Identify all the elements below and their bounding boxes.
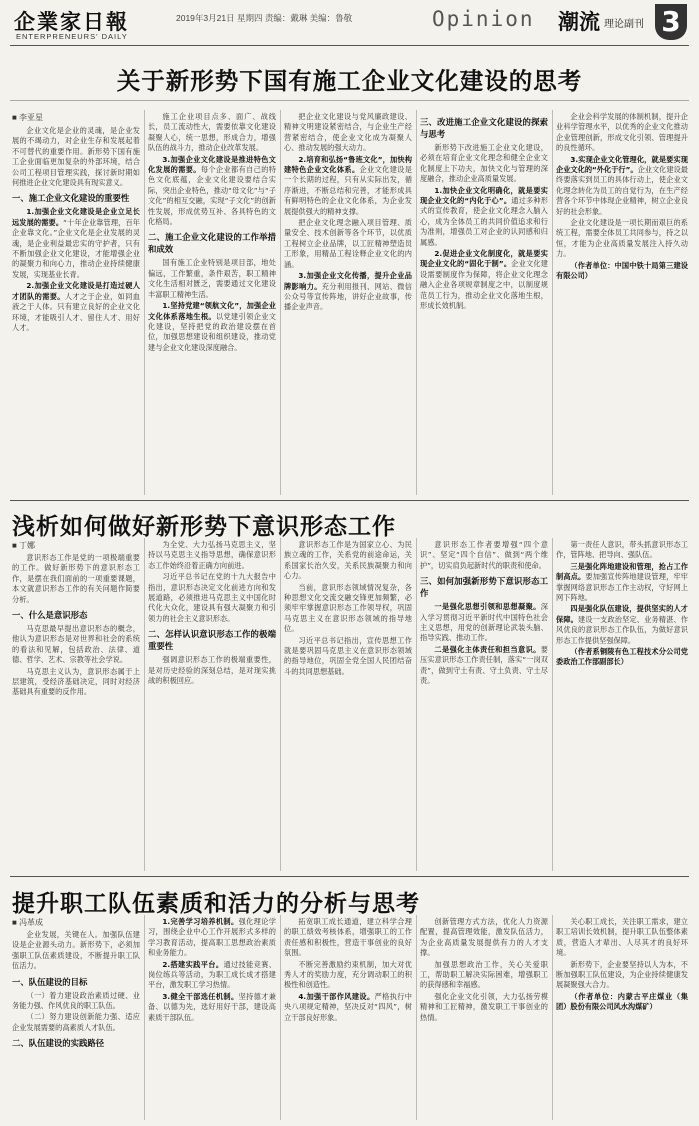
- paragraph: 意识形态工作是党的一项极端重要的工作。做好新形势下的意识形态工作，是摆在我们面前的一项重要课题，本文就意识形态工作的有关问题作简要分析。: [12, 553, 140, 604]
- article2-col4: [420, 540, 548, 871]
- column-divider: [280, 110, 281, 495]
- paragraph: （二）努力建设创新能力强、适应企业发展需要的高素质人才队伍。: [12, 1012, 140, 1032]
- paragraph: 企业文化建设需要制度作为保障，将企业文化理念融入企业各项规章制度之中，以制度规范员工行为，推动企业文化落地生根，形成长效机制。: [420, 259, 548, 311]
- paragraph: 施工企业项目点多、面广、战线长，员工流动性大，需要依靠文化建设凝聚人心，统一思想，形成合力，增强队伍的战斗力，推动企业改革发展。: [148, 112, 276, 153]
- article1-col4: [420, 112, 548, 496]
- article3-byline: ■ 冯革成: [12, 918, 44, 927]
- paragraph: 关心职工成长，关注职工需求，建立职工培训长效机制，提升职工队伍整体素质，营造人才辈出、人尽其才的良好环境。: [556, 917, 688, 958]
- bold-lead: 3.健全干部选任机制。: [162, 991, 239, 1001]
- page-number: 3: [655, 4, 687, 40]
- bold-lead: 3.加强企业文化建设是推进特色文化发展的需要。: [148, 154, 276, 175]
- bold-lead: 2.促进企业文化制度化，就是要实现企业文化的“固化于制”。: [420, 249, 548, 269]
- article3-col1: [12, 930, 140, 1120]
- paragraph: 强调意识形态工作的极端重要性，是对历史经验的深刻总结，是对现实挑战的积极回应。: [148, 655, 276, 686]
- paragraph: 新形势下，企业要坚持以人为本，不断加强职工队伍建设，为企业持续健康发展凝聚强大合力。: [556, 959, 688, 990]
- bold-lead: 2.培育和弘扬“鲁班文化”，加快构建特色企业文化体系。: [284, 154, 412, 175]
- subheading: 二、怎样认识意识形态工作的极端重要性: [148, 629, 276, 652]
- author-affiliation: （作者单位：中国中铁十局第三建设有限公司）: [556, 260, 688, 281]
- paragraph: 通过多种形式的宣传教育，使企业文化理念入脑入心，成为全体员工的共同价值追求和行为准则，增强员工对企业的认同感和归属感。: [420, 196, 548, 247]
- article3-col3: [284, 917, 412, 1120]
- paragraph: 意识形态工作是为国家立心、为民族立魂的工作，关系党的前途命运，关系国家长治久安，关系民族凝聚力和向心力。: [284, 540, 412, 581]
- paragraph: 把企业文化建设与党风廉政建设、精神文明建设紧密结合，与企业生产经营紧密结合，使企业文化成为凝聚人心、推动发展的强大动力。: [284, 112, 412, 153]
- paragraph: 通过技能竞赛、岗位练兵等活动，为职工成长成才搭建平台，激发职工学习热情。: [148, 959, 276, 990]
- paragraph: 深入学习贯彻习近平新时代中国特色社会主义思想，用党的创新理论武装头脑、指导实践、推动工作。: [420, 602, 548, 643]
- article3-col4: [420, 917, 548, 1120]
- article1-col2: [148, 112, 276, 496]
- subheading: 三、改进施工企业文化建设的探索与思考: [420, 117, 548, 139]
- article1-title: 关于新形势下国有施工企业文化建设的思考: [116, 67, 583, 95]
- paragraph: 意识形态工作者要增强“四个意识”、坚定“四个自信”、做到“两个维护”，切实肩负起新时代的职责和使命。: [420, 540, 548, 570]
- section-title: 潮流: [558, 10, 600, 34]
- column-divider: [144, 110, 145, 495]
- masthead: [0, 0, 699, 48]
- column-divider: [416, 110, 417, 495]
- subheading: 一、队伍建设的目标: [12, 976, 88, 987]
- bold-lead: 一是强化思想引领和思想凝聚。: [434, 602, 541, 612]
- paragraph: （一）着力建设政治素质过硬、业务能力强、作风优良的职工队伍。: [12, 990, 140, 1011]
- paragraph: 要加强宣传阵地建设管理，牢牢掌握网络意识形态工作主动权，守好网上网下阵地。: [556, 572, 688, 603]
- bold-lead: 二是强化主体责任和担当意识。: [434, 644, 541, 654]
- paragraph: 国有施工企业特别是项目部，地处偏远，工作繁重，条件艰苦，职工精神文化生活相对匮乏，需要通过文化建设丰富职工精神生活。: [148, 258, 276, 299]
- paragraph: 第一责任人意识，带头抓意识形态工作，管阵地、把导向、强队伍。: [556, 540, 688, 560]
- bold-lead: 3.实现企业文化管理化，就是要实现企业文化的“外化于行”。: [556, 154, 688, 175]
- bold-lead: 2.搭建实践平台。: [162, 959, 224, 969]
- paragraph: 企业会科学发展的体制机制，提升企业科学管理水平，以优秀的企业文化推动企业管理创新，形成文化引领、管理提升的良性循环。: [556, 112, 688, 153]
- subheading: 三、如何加强新形势下意识形态工作: [420, 576, 548, 599]
- paragraph: 不断完善激励约束机制，加大对优秀人才的奖励力度，充分调动职工的积极性和创造性。: [284, 959, 412, 990]
- paragraph: 习近平总书记在党的十九大报告中指出，意识形态决定文化前进方向和发展道路，必须推进马克思主义中国化时代化大众化，建设具有强大凝聚力和引领力的社会主义意识形态。: [148, 572, 276, 623]
- subheading: 一、施工企业文化建设的重要性: [12, 193, 130, 204]
- paragraph: 每个企业都有自己的特色文化底蕴，企业文化建设要结合实际，突出企业特色，推动“母文化”与“子文化”的相互交融，实现“子文化”的创新性发展，形成优势互补、各具特色的文化格局。: [148, 165, 276, 227]
- paragraph: 加强思想政治工作，关心关爱职工，帮助职工解决实际困难，增强职工的获得感和幸福感。: [420, 959, 548, 990]
- article1-byline: ■ 李亚星: [12, 113, 44, 122]
- author-affiliation: （作者单位：内蒙古平庄煤业（集团）股份有限公司风水沟煤矿）: [556, 991, 688, 1012]
- paragraph: 企业文化是企业的灵魂，是企业发展的不竭动力，对企业生存和发展起着不可替代的重要作用。新形势下国有施工企业面临更加复杂的外部环境，结合公司工程项目管理实践，探讨新时期如何推进企业文化建设具有现实意义。: [12, 126, 140, 188]
- bold-lead: 1.完善学习培养机制。: [162, 917, 239, 926]
- article3-title: 提升职工队伍素质和活力的分析与思考: [12, 891, 420, 917]
- paragraph: 坚持德才兼备、以德为先，选好用好干部，建设高素质干部队伍。: [148, 991, 276, 1022]
- newspaper-logo-en: ENTERPRENEURS' DAILY: [16, 32, 128, 41]
- article1-col1: [12, 126, 140, 496]
- column-divider: [280, 538, 281, 871]
- article1-col5: [556, 112, 688, 496]
- article2-col2: [148, 540, 276, 871]
- paragraph: 新形势下改进施工企业文化建设，必须在培育企业文化理念和健全企业文化制度上下功夫，加快文化与管理的深度融合，推动企业高质量发展。: [420, 143, 548, 184]
- paragraph: 要压实意识形态工作责任制，落实“一岗双责”，做到守土有责、守土负责、守土尽责。: [420, 644, 548, 686]
- column-divider: [416, 538, 417, 871]
- column-divider: [416, 915, 417, 1120]
- paragraph: 马克思最早提出意识形态的概念，他认为意识形态是对世界和社会的系统的看法和见解，包括政治、法律、道德、哲学、艺术、宗教等社会学说。: [12, 624, 140, 665]
- subheading: 二、队伍建设的实践路径: [12, 1038, 105, 1049]
- article3-col2: [148, 917, 276, 1120]
- article-divider: [10, 500, 689, 501]
- paragraph: 严格执行中央八项规定精神，坚决反对“四风”，树立干部良好形象。: [284, 991, 412, 1022]
- paragraph: 强化理论学习，围绕企业中心工作开展形式多样的学习教育活动，提高职工思想政治素质和业务能力。: [148, 917, 276, 958]
- paragraph: 习近平总书记指出，宣传思想工作就是要巩固马克思主义在意识形态领域的指导地位，巩固全党全国人民团结奋斗的共同思想基础。: [284, 635, 412, 676]
- masthead-rule: [10, 45, 689, 46]
- article1-divider: [10, 100, 689, 101]
- article2-col3: [284, 540, 412, 871]
- paragraph: 创新管理方式方法，优化人力资源配置，提高管理效能，激发队伍活力，为企业高质量发展提供有力的人才支撑。: [420, 917, 548, 958]
- paragraph: 企业文化建设是一项长期而艰巨的系统工程，需要全体员工共同参与，持之以恒，才能为企业高质量发展注入持久动力。: [556, 218, 688, 259]
- author-affiliation: （作者系铜陵有色工程技术分公司党委政治工作部副部长）: [556, 647, 688, 667]
- paragraph: 以党建引领企业文化建设，坚持把党的政治建设摆在首位，加强思想建设和组织建设，推动党建与企业文化建设深度融合。: [148, 311, 276, 352]
- section-subtitle: 理论副刊: [604, 19, 644, 30]
- bold-lead: 3.加强企业文化传播，提升企业品牌影响力。: [284, 271, 412, 291]
- article2-col1: [12, 553, 140, 871]
- bold-lead: 1.加快企业文化明确化，就是要实现企业文化的“内化于心”。: [420, 185, 548, 206]
- paragraph: 强化企业文化引领，大力弘扬劳模精神和工匠精神，激发职工干事创业的热情。: [420, 991, 548, 1022]
- bold-lead: 4.加强干部作风建设。: [298, 991, 375, 1001]
- bold-lead: 1.加强企业文化建设是企业立足长远发展的需要。: [12, 207, 140, 227]
- bold-lead: 2.加强企业文化建设是打造过硬人才团队的需要。: [12, 281, 140, 301]
- article2-col5: [556, 540, 688, 871]
- bold-lead: 1.坚持党建“领航文化”，加强企业文化体系落地生根。: [148, 301, 276, 321]
- column-divider: [552, 538, 553, 871]
- paragraph: 建设一支政治坚定、业务精湛、作风优良的意识形态工作队伍，为做好意识形态工作提供坚强保障。: [556, 614, 688, 645]
- bold-lead: 三是强化阵地建设和管理，抢占工作制高点。: [556, 561, 688, 582]
- column-divider: [552, 915, 553, 1120]
- paragraph: 企业文化建设最终要落实到员工的具体行动上，使企业文化理念转化为员工的自觉行为，在生产经营各个环节中体现企业精神，树立企业良好的社会形象。: [556, 165, 688, 216]
- article2-byline: ■ 丁娜: [12, 541, 36, 550]
- column-divider: [280, 915, 281, 1120]
- article1-col3: [284, 112, 412, 496]
- paragraph: 拓宽职工成长通道，建立科学合理的职工绩效考核体系，增强职工的工作责任感和积极性，营造干事创业的良好氛围。: [284, 917, 412, 958]
- subheading: 二、施工企业文化建设的工作举措和成效: [148, 232, 276, 255]
- article3-col5: [556, 917, 688, 1120]
- article-divider: [10, 876, 689, 877]
- paragraph: “十年企业靠管理，百年企业靠文化。”企业文化是企业发展的灵魂，是企业利益最忠实的守护者，只有不断加强企业文化建设，才能增强企业的凝聚力和向心力，推动企业持续健康发展，实现基业长青。: [12, 217, 140, 279]
- paragraph: 企业文化建设是一个长期的过程，只有从实际出发，循序渐进，不断总结和完善，才能形成具有鲜明特色的企业文化体系，为企业发展提供强大的精神支撑。: [284, 165, 412, 216]
- paragraph: 充分利用报刊、网站、微信公众号等宣传阵地，讲好企业故事，传播企业声音。: [284, 281, 412, 312]
- column-divider: [552, 110, 553, 495]
- paragraph: 企业发展，关键在人。加强队伍建设是企业源头动力。新形势下，必须加强职工队伍素质建设，不断提升职工队伍活力。: [12, 930, 140, 971]
- column-divider: [144, 915, 145, 1120]
- bold-lead: 四是强化队伍建设，提供坚实的人才保障。: [556, 604, 688, 624]
- dateline: 2019年3月21日 星期四 责编：戴琳 美编：鲁敬: [176, 13, 353, 23]
- column-divider: [144, 538, 145, 871]
- section-opinion: Opinion: [432, 7, 535, 31]
- newspaper-logo: 企業家日報: [14, 9, 129, 34]
- subheading: 一、什么是意识形态: [12, 610, 88, 621]
- paragraph: 人才之于企业，如同血液之于人体。只有建立良好的企业文化环境，才能吸引人才、留住人才、用好人才。: [12, 291, 140, 332]
- paragraph: 当前，意识形态领域情况复杂，各种思想文化交流交融交锋更加频繁，必须牢牢掌握意识形态工作领导权，巩固马克思主义在意识形态领域的指导地位。: [284, 582, 412, 634]
- paragraph: 马克思主义认为，意识形态属于上层建筑，受经济基础决定，同时对经济基础具有重要的反作用。: [12, 666, 140, 697]
- article2-title: 浅析如何做好新形势下意识形态工作: [12, 513, 396, 540]
- paragraph: 把企业文化理念融入项目管理、质量安全、技术创新等各个环节，以优质工程树立企业品牌，以工匠精神塑造员工形象，用精品工程诠释企业文化的内涵。: [284, 218, 412, 269]
- paragraph: 为全党、大力弘扬马克思主义，坚持以马克思主义指导思想，确保意识形态工作始终沿着正确方向前进。: [148, 540, 276, 570]
